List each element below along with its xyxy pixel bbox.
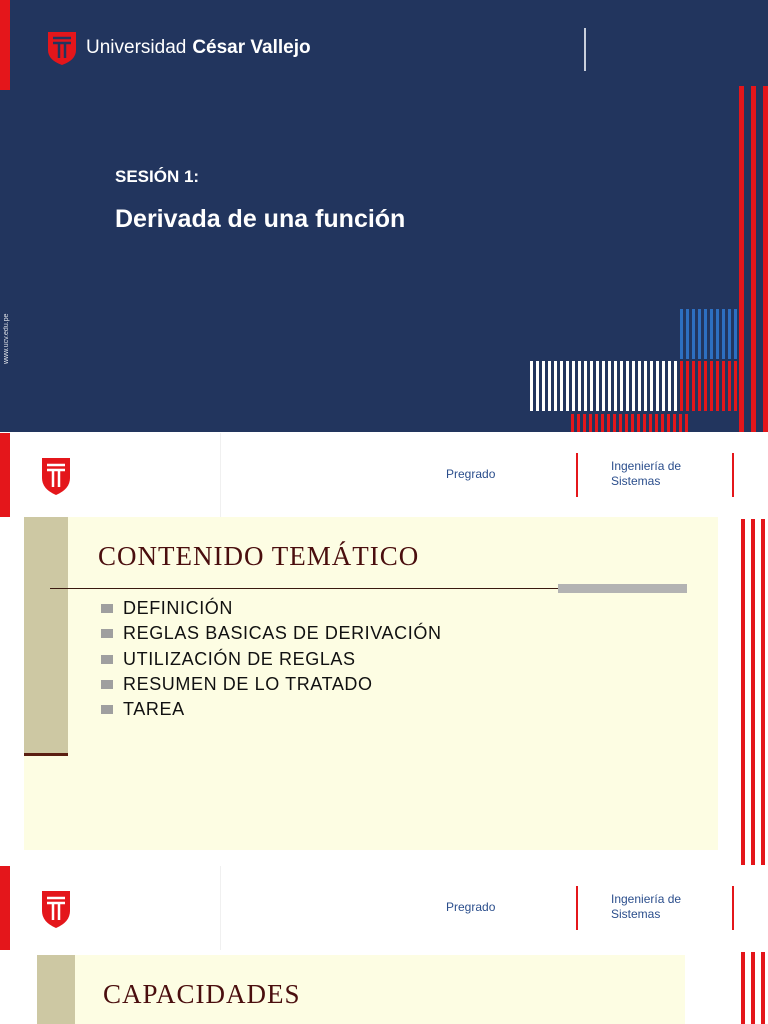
- slide2-header: [0, 433, 768, 517]
- header-divider: [584, 28, 586, 71]
- decor-stripe: [751, 86, 756, 432]
- title-accent-bar: [558, 584, 687, 593]
- header-separator: [732, 453, 734, 497]
- header-separator: [576, 886, 578, 930]
- list-item-text: RESUMEN DE LO TRATADO: [123, 674, 373, 695]
- pregrado-label: Pregrado: [446, 900, 496, 914]
- list-item: [101, 697, 442, 722]
- career-line-1: Ingeniería de: [611, 459, 682, 473]
- brand-name-bold: César Vallejo: [192, 37, 311, 58]
- title-slide: [0, 0, 768, 432]
- career-line-2: Sistemas: [611, 474, 661, 488]
- sidebar-underline: [24, 753, 68, 756]
- pregrado-label: Pregrado: [446, 467, 496, 481]
- list-item: [101, 621, 442, 646]
- decor-stripe: [751, 519, 755, 865]
- white-stripe-block: [530, 361, 680, 411]
- red-edge-bar: [0, 866, 10, 950]
- slide2-content: [24, 517, 718, 850]
- topics-list: [101, 596, 442, 722]
- red-edge-bar: [0, 0, 10, 90]
- red-stripe-block: [680, 361, 740, 411]
- blue-stripe-block: [680, 309, 740, 359]
- list-item-text: DEFINICIÓN: [123, 598, 234, 619]
- faint-divider: [220, 866, 221, 950]
- decor-stripe: [761, 952, 765, 1024]
- career-label: [611, 459, 701, 489]
- decor-stripe: [763, 86, 768, 432]
- slide3-content: [37, 955, 685, 1024]
- list-item: [101, 647, 442, 672]
- sidebar-band: [37, 955, 75, 1024]
- career-line-1: Ingeniería de: [611, 892, 682, 906]
- square-bullet-icon: [101, 655, 113, 664]
- square-bullet-icon: [101, 629, 113, 638]
- list-item-text: TAREA: [123, 699, 185, 720]
- university-brand: [46, 30, 311, 66]
- slide-title: CAPACIDADES: [103, 979, 301, 1009]
- career-line-2: Sistemas: [611, 907, 661, 921]
- ucv-logo-icon: [40, 889, 72, 929]
- slide3-header: [0, 866, 768, 950]
- decor-stripe: [751, 952, 755, 1024]
- red-edge-bar: [0, 433, 10, 517]
- sidebar-band: [24, 517, 68, 755]
- decor-stripe: [741, 519, 745, 865]
- career-label: [611, 892, 701, 922]
- ucv-logo-icon: [46, 30, 78, 66]
- list-item: [101, 672, 442, 697]
- lower-red-stripe-block: [571, 414, 689, 432]
- list-item-text: UTILIZACIÓN DE REGLAS: [123, 648, 356, 669]
- decor-stripe: [741, 952, 745, 1024]
- decor-stripe: [761, 519, 765, 865]
- faint-divider: [220, 433, 221, 517]
- slide-title: CONTENIDO TEMÁTICO: [98, 541, 420, 571]
- header-separator: [732, 886, 734, 930]
- brand-name-light: Universidad: [86, 37, 187, 58]
- header-separator: [576, 453, 578, 497]
- list-item-text: REGLAS BASICAS DE DERIVACIÓN: [123, 623, 442, 644]
- square-bullet-icon: [101, 680, 113, 689]
- list-item: [101, 596, 442, 621]
- session-title: Derivada de una función: [115, 205, 406, 233]
- square-bullet-icon: [101, 705, 113, 714]
- square-bullet-icon: [101, 604, 113, 613]
- website-url: www.ucv.edu.pe: [3, 313, 10, 364]
- ucv-logo-icon: [40, 456, 72, 496]
- session-label: SESIÓN 1:: [115, 167, 200, 186]
